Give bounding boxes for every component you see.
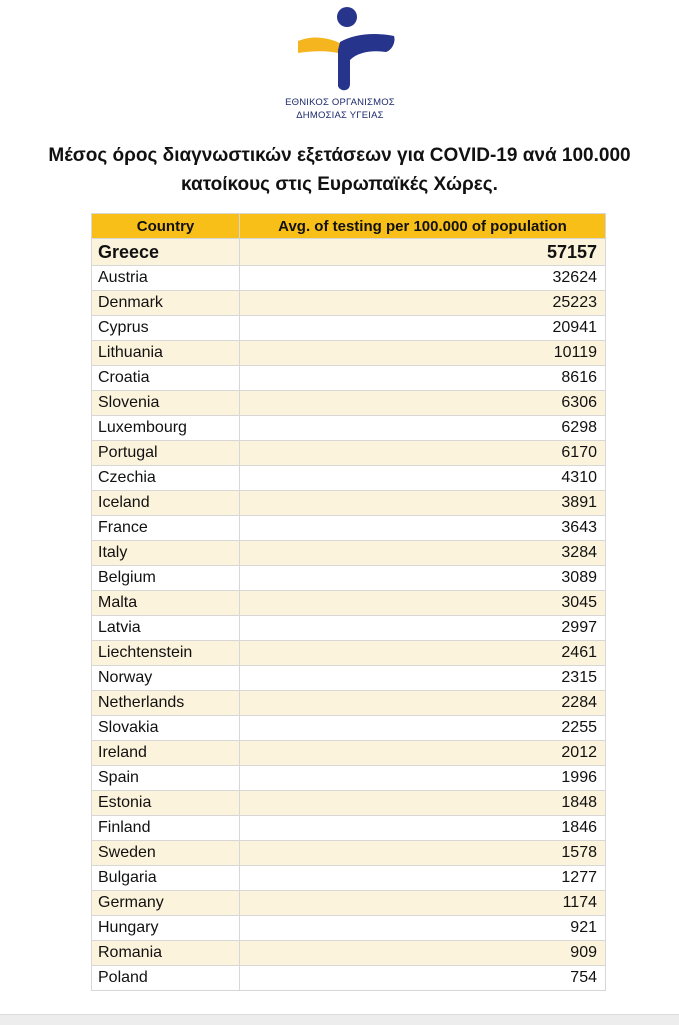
value-cell: 754 — [240, 966, 606, 991]
organization-name-line2: ΔΗΜΟΣΙΑΣ ΥΓΕΙΑΣ — [296, 110, 384, 121]
value-cell: 3891 — [240, 491, 606, 516]
table-row — [92, 891, 606, 916]
value-cell: 6298 — [240, 416, 606, 441]
table-row — [92, 716, 606, 741]
country-cell: Latvia — [92, 616, 240, 641]
country-cell: France — [92, 516, 240, 541]
value-cell: 20941 — [240, 316, 606, 341]
country-cell: Lithuania — [92, 341, 240, 366]
value-cell: 909 — [240, 941, 606, 966]
page-title-line2: κατοίκους στις Ευρωπαϊκές Χώρες. — [181, 174, 498, 195]
country-cell: Ireland — [92, 741, 240, 766]
country-cell: Netherlands — [92, 691, 240, 716]
table-body — [92, 239, 606, 991]
value-cell: 6306 — [240, 391, 606, 416]
country-cell: Romania — [92, 941, 240, 966]
table-row — [92, 591, 606, 616]
table-row — [92, 766, 606, 791]
value-cell: 2315 — [240, 666, 606, 691]
table-row — [92, 666, 606, 691]
country-cell: Norway — [92, 666, 240, 691]
table-row — [92, 616, 606, 641]
header-avg-testing: Avg. of testing per 100.000 of population — [240, 214, 606, 239]
country-cell: Cyprus — [92, 316, 240, 341]
country-cell: Portugal — [92, 441, 240, 466]
country-cell: Poland — [92, 966, 240, 991]
value-cell: 4310 — [240, 466, 606, 491]
country-cell: Luxembourg — [92, 416, 240, 441]
table-row — [92, 566, 606, 591]
value-cell: 3045 — [240, 591, 606, 616]
value-cell: 3089 — [240, 566, 606, 591]
country-cell: Italy — [92, 541, 240, 566]
table-row — [92, 416, 606, 441]
table-row — [92, 841, 606, 866]
country-cell: Germany — [92, 891, 240, 916]
country-cell: Sweden — [92, 841, 240, 866]
value-cell: 1848 — [240, 791, 606, 816]
table-row — [92, 491, 606, 516]
table-row — [92, 641, 606, 666]
table-row — [92, 966, 606, 991]
table-row — [92, 266, 606, 291]
country-cell: Denmark — [92, 291, 240, 316]
value-cell: 2997 — [240, 616, 606, 641]
country-cell: Estonia — [92, 791, 240, 816]
value-cell: 2284 — [240, 691, 606, 716]
table-row — [92, 691, 606, 716]
country-cell: Iceland — [92, 491, 240, 516]
value-cell: 1846 — [240, 816, 606, 841]
value-cell: 8616 — [240, 366, 606, 391]
value-cell: 1578 — [240, 841, 606, 866]
country-cell: Slovakia — [92, 716, 240, 741]
country-cell: Austria — [92, 266, 240, 291]
table-row — [92, 341, 606, 366]
logo-yellow-arm — [298, 37, 342, 54]
country-cell: Spain — [92, 766, 240, 791]
eody-logo — [290, 6, 402, 94]
value-cell: 2012 — [240, 741, 606, 766]
value-cell: 10119 — [240, 341, 606, 366]
country-cell: Croatia — [92, 366, 240, 391]
table-row — [92, 316, 606, 341]
table-row — [92, 466, 606, 491]
country-cell: Czechia — [92, 466, 240, 491]
table-row-highlighted — [92, 239, 606, 266]
logo-dot — [337, 7, 357, 27]
table-row — [92, 816, 606, 841]
country-cell: Slovenia — [92, 391, 240, 416]
table-row — [92, 941, 606, 966]
table-row — [92, 516, 606, 541]
page-title-line1: Μέσος όρος διαγνωστικών εξετάσεων για COVID-19 ανά 100.000 — [48, 145, 631, 166]
table-row — [92, 866, 606, 891]
value-cell: 25223 — [240, 291, 606, 316]
value-cell: 3643 — [240, 516, 606, 541]
table-row — [92, 391, 606, 416]
country-cell: Malta — [92, 591, 240, 616]
organization-name-line1: ΕΘΝΙΚΟΣ ΟΡΓΑΝΙΣΜΟΣ — [285, 97, 395, 108]
table-row — [92, 291, 606, 316]
country-cell: Hungary — [92, 916, 240, 941]
value-cell: 3284 — [240, 541, 606, 566]
value-cell: 1277 — [240, 866, 606, 891]
header-country: Country — [92, 214, 240, 239]
country-cell: Greece — [92, 239, 240, 266]
country-cell: Bulgaria — [92, 866, 240, 891]
country-cell: Belgium — [92, 566, 240, 591]
value-cell: 2255 — [240, 716, 606, 741]
table-header-row — [92, 214, 606, 239]
table-row — [92, 916, 606, 941]
value-cell: 2461 — [240, 641, 606, 666]
value-cell: 57157 — [240, 239, 606, 266]
value-cell: 1996 — [240, 766, 606, 791]
value-cell: 32624 — [240, 266, 606, 291]
value-cell: 1174 — [240, 891, 606, 916]
testing-table — [91, 213, 606, 991]
value-cell: 921 — [240, 916, 606, 941]
table-row — [92, 741, 606, 766]
bottom-bar — [0, 1014, 679, 1025]
country-cell: Finland — [92, 816, 240, 841]
table-row — [92, 441, 606, 466]
value-cell: 6170 — [240, 441, 606, 466]
table-row — [92, 791, 606, 816]
country-cell: Liechtenstein — [92, 641, 240, 666]
table-row — [92, 366, 606, 391]
logo-blue-arm — [338, 34, 395, 90]
table-row — [92, 541, 606, 566]
